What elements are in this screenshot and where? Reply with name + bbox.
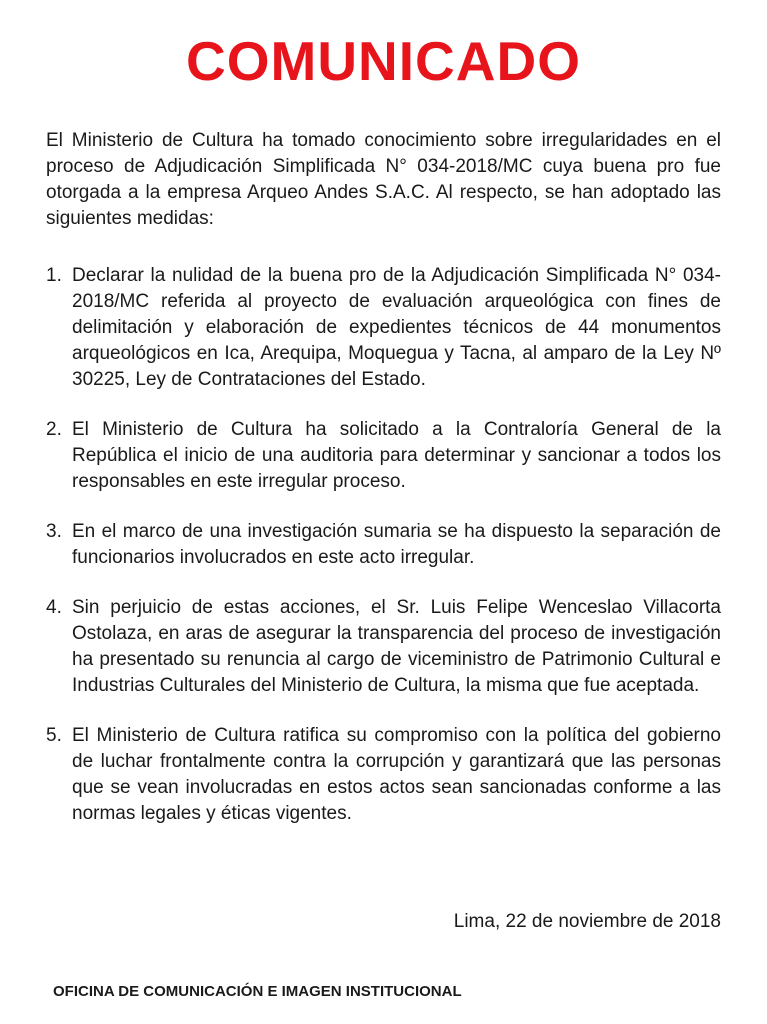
date-line: Lima, 22 de noviembre de 2018 — [453, 911, 721, 932]
measure-item — [46, 595, 721, 699]
measure-text: Declarar la nulidad de la buena pro de la Adjudicación Simplificada N° 034-2018/MC referida al proyecto de evaluación arqueológica con fines de delimitación y elaboración de expedientes técnicos de 44 monumentos arqueológicos en Ica, Arequipa, Moquegua y Tacna, al amparo de la Ley Nº 30225, Ley de Contrataciones del Estado. — [72, 265, 721, 390]
measure-number: 1. — [46, 265, 62, 286]
measure-number: 4. — [46, 597, 62, 618]
document-title: COMUNICADO — [186, 30, 581, 92]
measure-text: Sin perjuicio de estas acciones, el Sr. Luis Felipe Wenceslao Villacorta Ostolaza, en aras de asegurar la transparencia del proceso de investigación ha presentado su renuncia al cargo de viceministro de Patrimonio Cultural e Industrias Culturales del Ministerio de Cultura, la misma que fue aceptada. — [72, 597, 721, 696]
issuing-office: OFICINA DE COMUNICACIÓN E IMAGEN INSTITUCIONAL — [53, 983, 462, 1000]
measure-item — [46, 723, 721, 827]
intro-paragraph: El Ministerio de Cultura ha tomado conocimiento sobre irregularidades en el proceso de Adjudicación Simplificada N° 034-2018/MC cuya buena pro fue otorgada a la empresa Arqueo Andes S.A.C. Al respecto, se han adoptado las siguientes medidas: — [46, 130, 721, 229]
measures-list — [46, 263, 721, 827]
measure-number: 3. — [46, 521, 62, 542]
measure-number: 5. — [46, 725, 62, 746]
measure-item — [46, 519, 721, 571]
measure-text: En el marco de una investigación sumaria se ha dispuesto la separación de funcionarios involucrados en este acto irregular. — [72, 521, 721, 568]
measure-text: El Ministerio de Cultura ha solicitado a la Contraloría General de la República el inicio de una auditoria para determinar y sancionar a todos los responsables en este irregular proceso. — [72, 419, 721, 492]
measure-text: El Ministerio de Cultura ratifica su compromiso con la política del gobierno de luchar frontalmente contra la corrupción y garantizará que las personas que se vean involucradas en estos actos sean sancionadas conforme a las normas legales y éticas vigentes. — [72, 725, 721, 824]
measure-item — [46, 417, 721, 495]
measure-number: 2. — [46, 419, 62, 440]
measure-item — [46, 263, 721, 393]
